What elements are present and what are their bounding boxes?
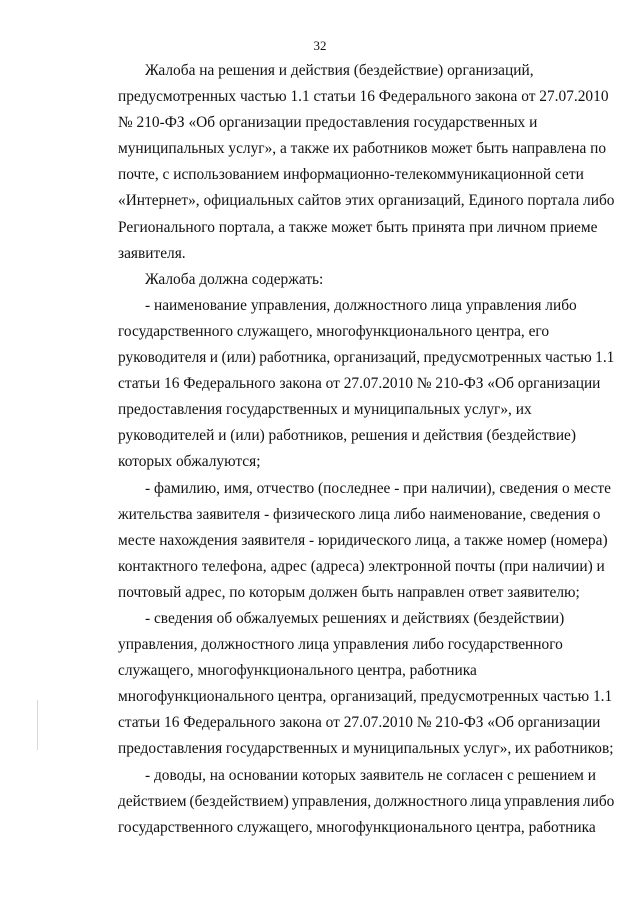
text-line: статьи 16 Федерального закона от 27.07.2010 № 210-ФЗ «Об организации — [118, 714, 601, 732]
text-line: которых обжалуются; — [118, 453, 261, 471]
text-line: действием (бездействием) управления, должностного лица управления либо — [118, 792, 615, 810]
text-line: - наименование управления, должностного лица управления либо — [145, 296, 577, 314]
text-line: № 210-ФЗ «Об организации предоставления государственных и — [118, 114, 538, 132]
text-line: Жалоба на решения и действия (бездействие) организаций, — [145, 62, 534, 79]
text-line: государственного служащего, многофункционального центра, работника — [118, 818, 596, 836]
text-line: почтовый адрес, по которым должен быть направлен ответ заявителю; — [118, 583, 580, 601]
text-line: - доводы, на основании которых заявитель не согласен с решением и — [145, 766, 597, 784]
text-line: жительства заявителя - физического лица либо наименование, сведения о — [118, 505, 601, 523]
text-line: руководителей и (или) работников, решения и действия (бездействие) — [118, 427, 577, 445]
text-line: почте, с использованием информационно-телекоммуникационной сети — [118, 166, 584, 184]
text-line: контактного телефона, адрес (адреса) электронной почты (при наличии) и — [118, 557, 605, 575]
page-number: 32 — [313, 38, 327, 53]
text-line: Жалоба должна содержать: — [145, 270, 324, 288]
text-line: многофункционального центра, организаций, предусмотренных частью 1.1 — [118, 688, 613, 706]
text-line: Регионального портала, а также может быть принята при личном приеме — [118, 218, 598, 236]
text-line: руководителя и (или) работника, организаций, предусмотренных частью 1.1 — [118, 349, 615, 367]
text-line: муниципальных услуг», а также их работников может быть направлена по — [118, 140, 607, 158]
text-line: статьи 16 Федерального закона от 27.07.2010 № 210-ФЗ «Об организации — [118, 375, 601, 393]
text-line: предусмотренных частью 1.1 статьи 16 Федерального закона от 27.07.2010 — [118, 88, 609, 106]
text-line: предоставления государственных и муниципальных услуг», их — [118, 401, 532, 419]
text-line: - сведения об обжалуемых решениях и действиях (бездействии) — [145, 609, 565, 627]
text-line: - фамилию, имя, отчество (последнее - при наличии), сведения о месте — [145, 479, 611, 497]
text-line: предоставления государственных и муниципальных услуг», их работников; — [118, 740, 614, 758]
text-line: месте нахождения заявителя - юридического лица, а также номер (номера) — [118, 531, 608, 549]
text-line: управления, должностного лица управления либо государственного — [118, 636, 563, 654]
text-line: государственного служащего, многофункционального центра, его — [118, 322, 550, 340]
margin-scan-mark — [37, 700, 38, 750]
text-line: «Интернет», официальных сайтов этих организаций, Единого портала либо — [118, 192, 615, 210]
document-body — [118, 58, 614, 841]
text-line: заявителя. — [118, 244, 186, 262]
text-line: служащего, многофункционального центра, работника — [118, 662, 477, 680]
